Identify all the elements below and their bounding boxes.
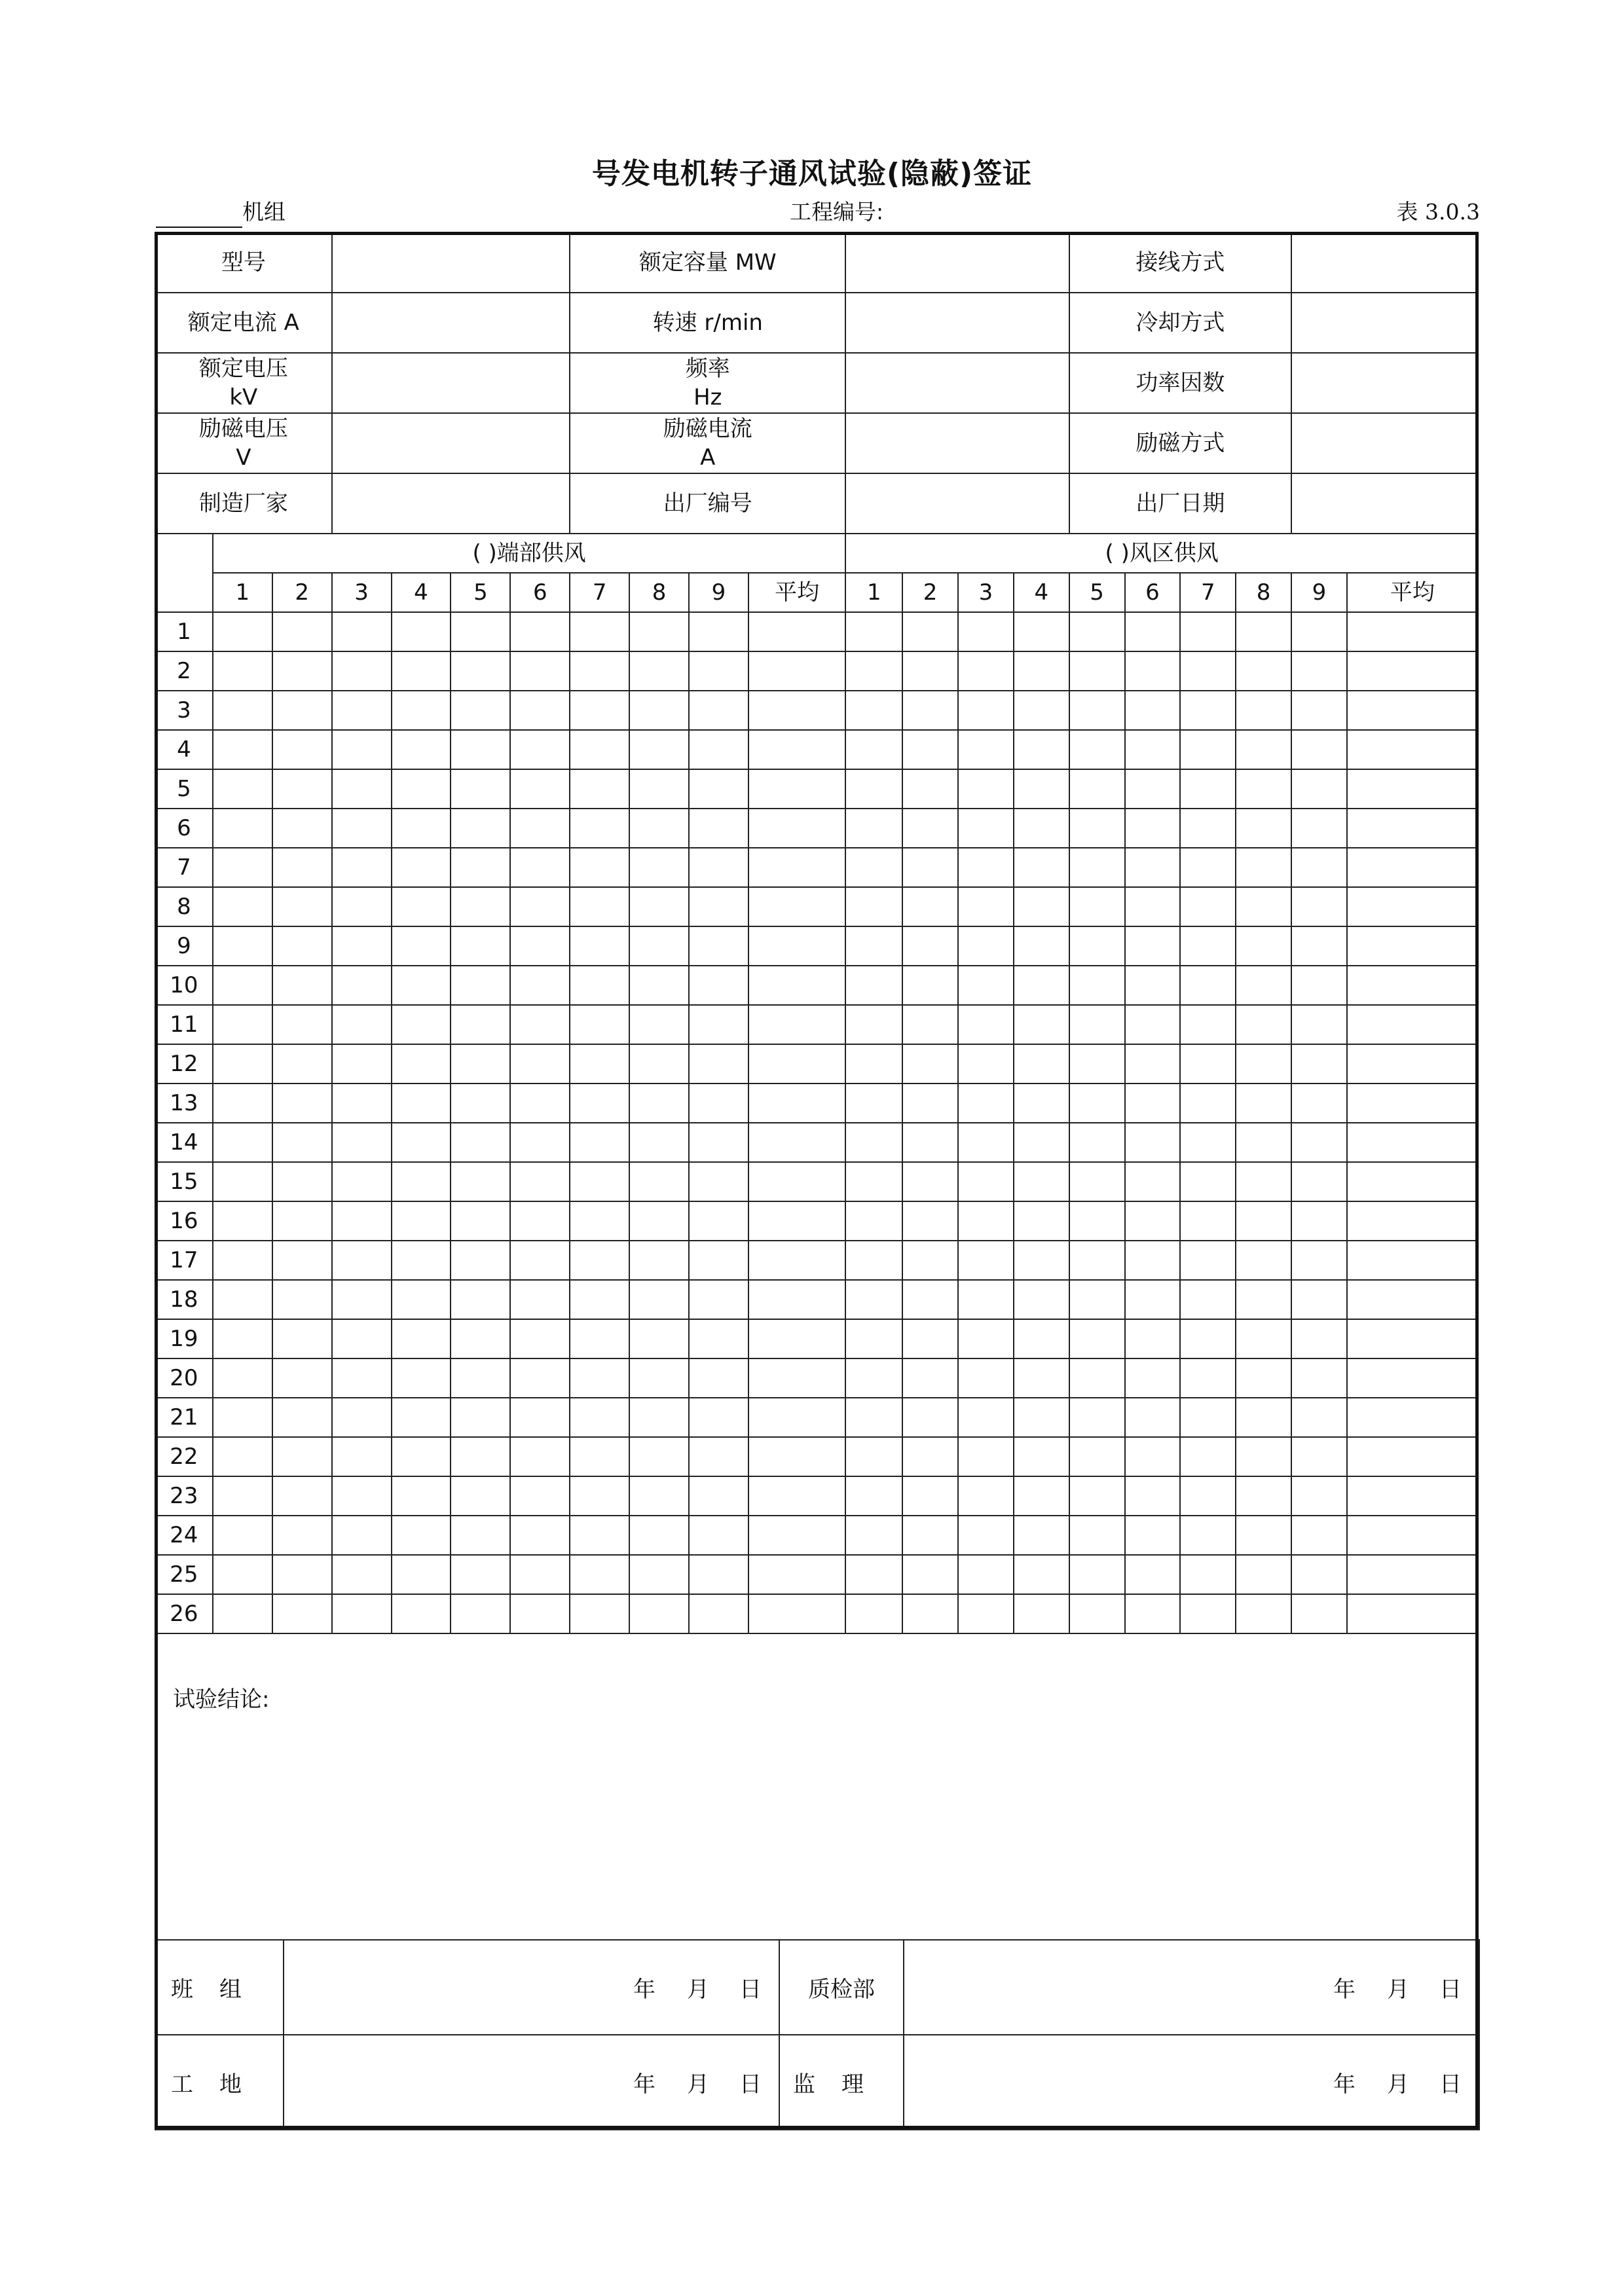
supervision-year-label: 年: [1333, 2071, 1356, 2098]
end-supply-column-header: 2: [272, 573, 332, 612]
end-supply-group-label: ( )端部供风: [213, 534, 846, 573]
row-number: 3: [155, 691, 213, 730]
row-number: 20: [155, 1358, 213, 1398]
row-number: 12: [155, 1044, 213, 1084]
row-number: 21: [155, 1398, 213, 1437]
end-supply-column-header: 4: [392, 573, 451, 612]
info-label: 额定容量 MW: [570, 232, 845, 293]
row-number: 5: [155, 769, 213, 809]
site-day-label: 日: [739, 2071, 762, 2098]
zone-supply-column-header: 9: [1291, 573, 1347, 612]
row-number: 9: [155, 926, 213, 966]
info-label-text: 励磁电压: [198, 416, 288, 442]
info-label-unit: A: [700, 445, 716, 471]
quality-day-label: 日: [1439, 1977, 1462, 2003]
site-year-label: 年: [633, 2071, 655, 2098]
zone-supply-column-header: 3: [958, 573, 1014, 612]
end-supply-column-header: 6: [510, 573, 570, 612]
row-number: 10: [155, 966, 213, 1005]
row-number: 25: [155, 1555, 213, 1594]
end-supply-column-header: 7: [570, 573, 629, 612]
info-label-unit: V: [236, 445, 251, 471]
end-supply-column-header: 5: [451, 573, 510, 612]
row-number: 4: [155, 730, 213, 769]
row-number: 14: [155, 1123, 213, 1162]
zone-supply-column-header: 4: [1014, 573, 1069, 612]
end-supply-column-header: 1: [213, 573, 272, 612]
info-label-text: 励磁电流: [663, 416, 752, 442]
info-label: 型号: [155, 232, 332, 293]
row-number: 23: [155, 1476, 213, 1516]
unit-field: [156, 196, 286, 228]
team-year-label: 年: [633, 1977, 655, 2003]
team-month-label: 月: [687, 1977, 709, 2003]
row-number: 18: [155, 1280, 213, 1319]
quality-month-label: 月: [1387, 1977, 1409, 2003]
row-number: 15: [155, 1162, 213, 1201]
project-number-label: 工程编号:: [790, 199, 884, 225]
info-label-unit: Hz: [693, 384, 722, 410]
info-label: 制造厂家: [155, 473, 332, 534]
info-label: 转速 r/min: [570, 293, 845, 353]
row-number: 13: [155, 1084, 213, 1123]
row-number: 6: [155, 809, 213, 848]
end-supply-column-header: 3: [332, 573, 392, 612]
row-number: 7: [155, 848, 213, 887]
info-label: 励磁方式: [1069, 413, 1291, 473]
row-number: 8: [155, 887, 213, 926]
quality-dept-label: 质检部: [779, 1940, 904, 2035]
info-label: 冷却方式: [1069, 293, 1291, 353]
info-label: 出厂日期: [1069, 473, 1291, 534]
info-label: 接线方式: [1069, 232, 1291, 293]
site-label: 工地: [155, 2035, 284, 2130]
row-number: 2: [155, 651, 213, 691]
zone-supply-column-header: 平均: [1347, 573, 1478, 612]
team-label: 班组: [155, 1940, 284, 2035]
info-label-text: 额定电压: [198, 355, 288, 382]
row-number: 19: [155, 1319, 213, 1358]
zone-supply-column-header: 7: [1180, 573, 1236, 612]
zone-supply-column-header: 8: [1236, 573, 1291, 612]
zone-supply-column-header: 1: [845, 573, 902, 612]
row-number: 11: [155, 1005, 213, 1044]
row-number: 26: [155, 1594, 213, 1633]
row-number: 24: [155, 1516, 213, 1555]
unit-suffix-label: 机组: [242, 199, 286, 225]
quality-year-label: 年: [1333, 1977, 1356, 2003]
info-label: 功率因数: [1069, 353, 1291, 413]
row-number: 16: [155, 1201, 213, 1241]
end-supply-column-header: 9: [689, 573, 748, 612]
info-label-unit: kV: [229, 384, 258, 410]
end-supply-column-header: 平均: [748, 573, 845, 612]
row-number: 17: [155, 1241, 213, 1280]
zone-supply-column-header: 5: [1069, 573, 1125, 612]
page-title: 号发电机转子通风试验(隐蔽)签证: [591, 157, 1033, 191]
form-meta-row: [156, 196, 1480, 228]
info-label-text: 频率: [685, 355, 730, 382]
team-day-label: 日: [739, 1977, 762, 2003]
zone-supply-column-header: 2: [902, 573, 958, 612]
supervision-month-label: 月: [1387, 2071, 1409, 2098]
zone-supply-column-header: 6: [1125, 573, 1181, 612]
info-label: 出厂编号: [570, 473, 845, 534]
info-label: 额定电流 A: [155, 293, 332, 353]
form-outer-border: [155, 232, 1479, 2129]
unit-blank-line[interactable]: [156, 203, 242, 228]
end-supply-column-header: 8: [629, 573, 689, 612]
site-month-label: 月: [687, 2071, 709, 2098]
form-number: 表 3.0.3: [1396, 199, 1480, 225]
row-number: 22: [155, 1437, 213, 1476]
row-number: 1: [155, 612, 213, 651]
conclusion-label: 试验结论:: [173, 1686, 270, 1713]
supervision-label: 监理: [779, 2035, 904, 2130]
zone-supply-group-label: ( )风区供风: [845, 534, 1478, 573]
supervision-day-label: 日: [1439, 2071, 1462, 2098]
